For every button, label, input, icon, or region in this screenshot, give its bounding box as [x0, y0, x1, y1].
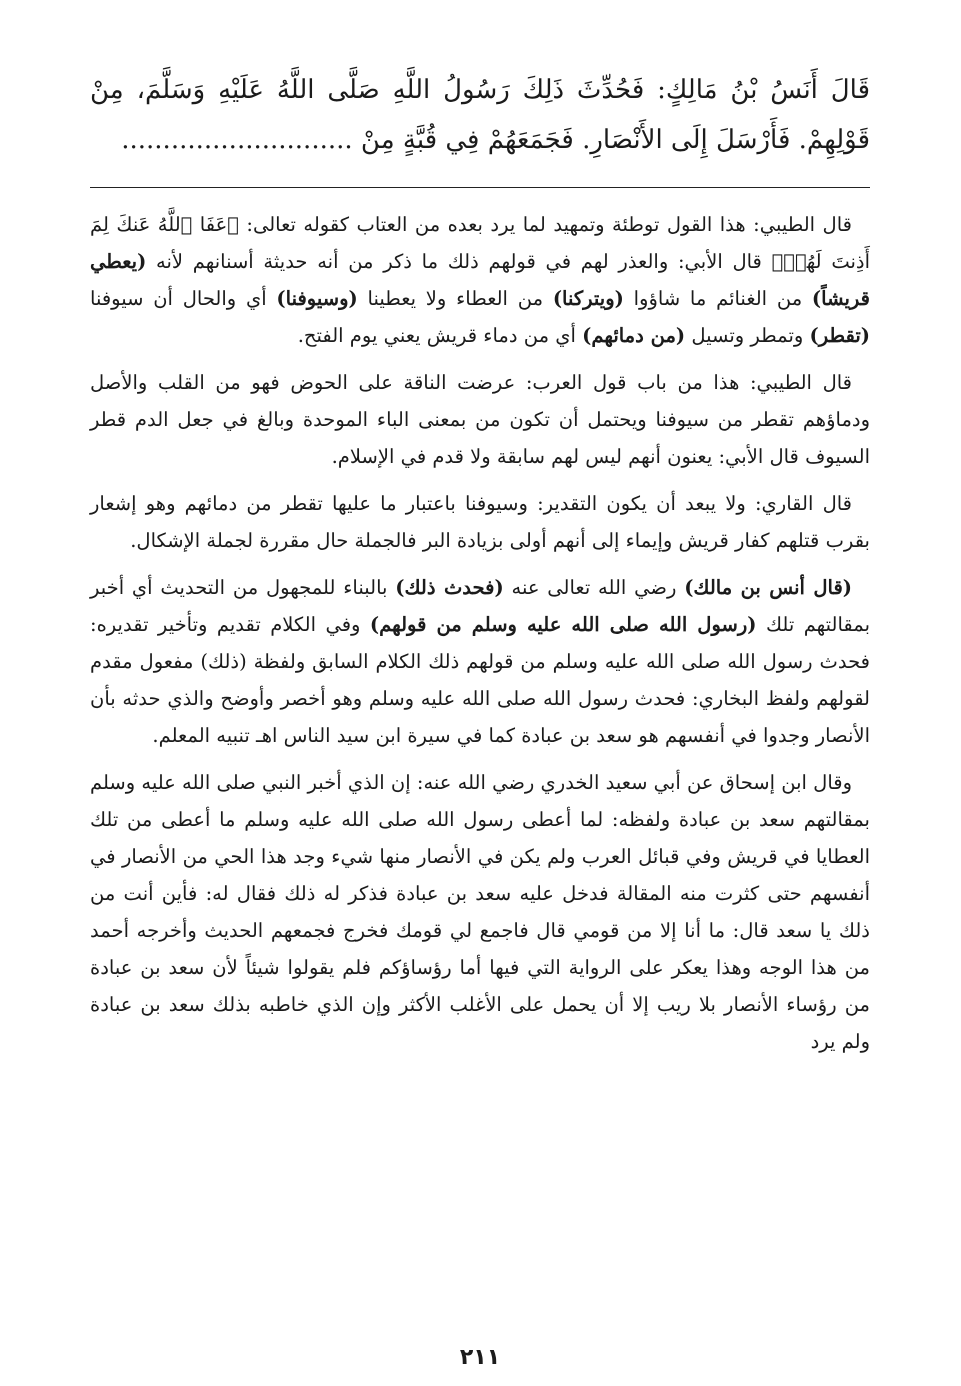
text-run: أي من دماء قريش يعني يوم الفتح. — [297, 324, 576, 347]
ellipsis-dots: ............................ — [121, 125, 353, 155]
page-number: ٢١١ — [459, 1345, 501, 1370]
bold-term: (فحدث ذلك) — [395, 576, 504, 599]
separator-line — [90, 187, 870, 188]
book-page — [90, 65, 871, 1370]
text-run: قال الطيبي: هذا القول توطئة وتمهيد لما يرد بعده من العتاب كقوله تعالى: ﴿عَفَا ٱللَّهُ عَنكَ لِمَ أَذِنتَ لَهُمۡ﴾ قال الأبي: والعذر لهم في قولهم ذلك ما ذكر من أنه حديثة أسنانهم لأنه — [90, 213, 871, 273]
commentary-paragraph-4 — [90, 569, 870, 754]
text-run: وفي الكلام تقديم وتأخير تقديره: فحدث رسول الله صلى الله عليه وسلم من قولهم ذلك الكلام السابق ولفظة (ذلك) مفعول مقدم لقولهم ولفظ البخاري: فحدث رسول الله صلى الله عليه وسلم وهو أخصر وأوضح والذي حدثه بأن الأنصار وجدوا في أنفسهم هو سعد بن عبادة كما في سيرة ابن سيد الناس اهـ تنبيه المعلم. — [90, 613, 870, 747]
commentary-paragraph-1 — [90, 206, 870, 354]
commentary-paragraph-3: قال القاري: ولا يبعد أن يكون التقدير: وسيوفنا باعتبار ما عليها تقطر من دمائهم وهو إشعار بقرب قتلهم كفار قريش وإيماء إلى أنهم أولى بزيادة البر فالجملة حال مقررة لجملة الإشكال. — [90, 492, 870, 552]
text-run: رضي الله تعالى عنه — [511, 576, 677, 599]
commentary-paragraph-2: قال الطيبي: هذا من باب قول العرب: عرضت الناقة على الحوض فهو من القلب والأصل ودماؤهم تقطر من سيوفنا ويحتمل أن تكون من بمعنى الباء الموحدة وبالغ في جعل الدم قطر السيوف قال الأبي: يعنون أنهم ليس لهم سابقة ولا قدم في الإسلام. — [90, 371, 870, 468]
bold-term: (ويتركنا) — [552, 287, 624, 310]
bold-term: (يعطي قريشاً) — [90, 250, 870, 310]
hadith-matn: قَالَ أَنَسُ بْنُ مَالِكٍ: فَحُدِّثَ ذَلِكَ رَسُولُ اللَّهِ صَلَّى اللَّهُ عَلَيْهِ وَسَلَّمَ، مِنْ قَوْلِهِمْ. فَأَرْسَلَ إِلَى الأَنْصَارِ. فَجَمَعَهُمْ فِي قُبَّةٍ مِنْ — [90, 75, 870, 155]
bold-term: (رسول الله صلى الله عليه وسلم من قولهم) — [369, 613, 757, 636]
bold-term: (وسيوفنا) — [276, 287, 358, 310]
text-run: بالبناء للمجهول من التحديث أي أخبر بمقالتهم تلك — [90, 576, 870, 636]
text-run: من الغنائم ما شاؤوا — [633, 287, 803, 310]
hadith-text — [90, 65, 870, 165]
text-run: من العطاء ولا يعطينا — [367, 287, 544, 310]
bold-term: (قال أنس بن مالك) — [684, 576, 853, 599]
bold-term: (تقطر) — [809, 324, 870, 347]
text-run: وتمطر وتسيل — [691, 324, 804, 347]
bold-term: (من دمائهم) — [582, 324, 686, 347]
commentary-paragraph-5: وقال ابن إسحاق عن أبي سعيد الخدري رضي الله عنه: إن الذي أخبر النبي صلى الله عليه وسلم بمقالتهم سعد بن عبادة ولفظه: لما أعطى رسول الله صلى الله عليه وسلم ما أعطى من تلك العطايا في قريش وفي قبائل العرب ولم يكن في الأنصار منها شيء وجد هذا الحي من الأنصار في أنفسهم حتى كثرت منه المقالة فدخل عليه سعد بن عبادة فذكر له ذلك فقال له: فأين أنت من ذلك يا سعد قال: ما أنا إلا من قومي قال فاجمع لي قومك فخرج فجمعهم الحديث وأخرجه أحمد من هذا الوجه وهذا يعكر على الرواية التي فيها أما رؤساؤكم فلم يقولوا شيئاً لأن سعد بن عبادة من رؤساء الأنصار بلا ريب إلا أن يحمل على الأغلب الأكثر وإن الذي خاطبه بذلك سعد بن عبادة ولم يرد — [90, 771, 870, 1053]
text-run: أي والحال أن سيوفنا — [90, 287, 267, 310]
